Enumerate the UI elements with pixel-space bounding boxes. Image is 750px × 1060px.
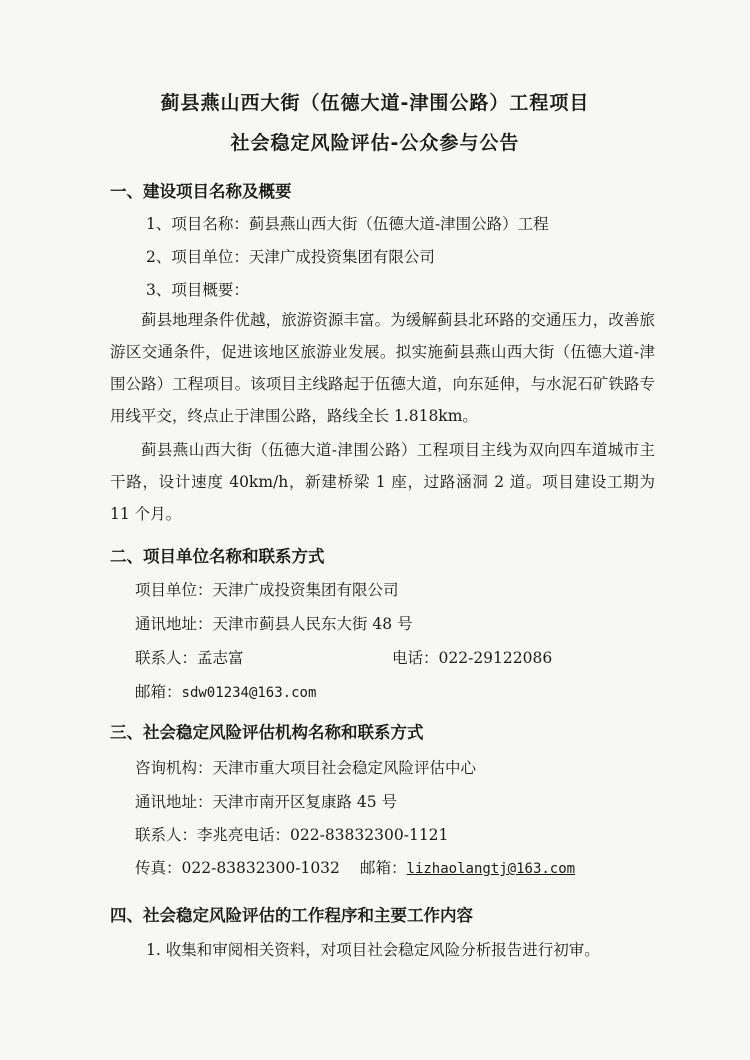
document-title-line1: 蓟县燕山西大街（伍德大道-津围公路）工程项目 (160, 92, 590, 114)
section1-overview-label: 3、项目概要： (146, 281, 249, 299)
section1-project-unit: 2、项目单位：天津广成投资集团有限公司 (146, 248, 435, 266)
section2-phone: 电话：022-29122086 (392, 649, 553, 667)
section1-heading: 一、建设项目名称及概要 (110, 182, 292, 201)
section3-email-label: 邮箱： (360, 859, 407, 877)
section3-fax: 传真：022-83832300-1032 (135, 859, 340, 877)
section1-overview-paragraph2: 蓟县燕山西大街（伍德大道-津围公路）工程项目主线为双向四车道城市主干路，设计速度 40km/h，新建桥梁 1 座，过路涵洞 2 道。项目建设工期为 11 个月。 (110, 441, 655, 523)
section3-agency: 咨询机构：天津市重大项目社会稳定风险评估中心 (135, 759, 477, 777)
section2-email-row (135, 680, 316, 702)
section2-email-label: 邮箱： (135, 683, 182, 701)
section3-address: 通讯地址：天津市南开区复康路 45 号 (135, 793, 398, 811)
section2-address: 通讯地址：天津市蓟县人民东大街 48 号 (135, 615, 413, 633)
document-title-line2: 社会稳定风险评估-公众参与公告 (230, 132, 520, 154)
section2-contact-person: 联系人：孟志富 (135, 649, 244, 667)
section1-overview-paragraph1: 蓟县地理条件优越，旅游资源丰富。为缓解蓟县北环路的交通压力，改善旅游区交通条件，促进该地区旅游业发展。拟实施蓟县燕山西大街（伍德大道-津围公路）工程项目。该项目主线路起于伍德大道，向东延伸，与水泥石矿铁路专用线平交，终点止于津围公路，路线全长 1.818km。 (110, 311, 655, 425)
section2-unit: 项目单位：天津广成投资集团有限公司 (135, 581, 399, 599)
section1-project-name: 1、项目名称：蓟县燕山西大街（伍德大道-津围公路）工程 (146, 215, 549, 233)
section3-contact-phone: 联系人：李兆亮电话：022-83832300-1121 (135, 826, 449, 844)
section4-step1: 1. 收集和审阅相关资料，对项目社会稳定风险分析报告进行初审。 (146, 941, 600, 959)
section4-heading: 四、社会稳定风险评估的工作程序和主要工作内容 (110, 906, 473, 925)
section2-email: sdw01234@163.com (181, 685, 317, 701)
section2-heading: 二、项目单位名称和联系方式 (110, 547, 325, 566)
section3-email-link[interactable]: lizhaolangtj@163.com (406, 861, 576, 877)
section3-email-row (360, 856, 575, 878)
section3-heading: 三、社会稳定风险评估机构名称和联系方式 (110, 723, 424, 742)
